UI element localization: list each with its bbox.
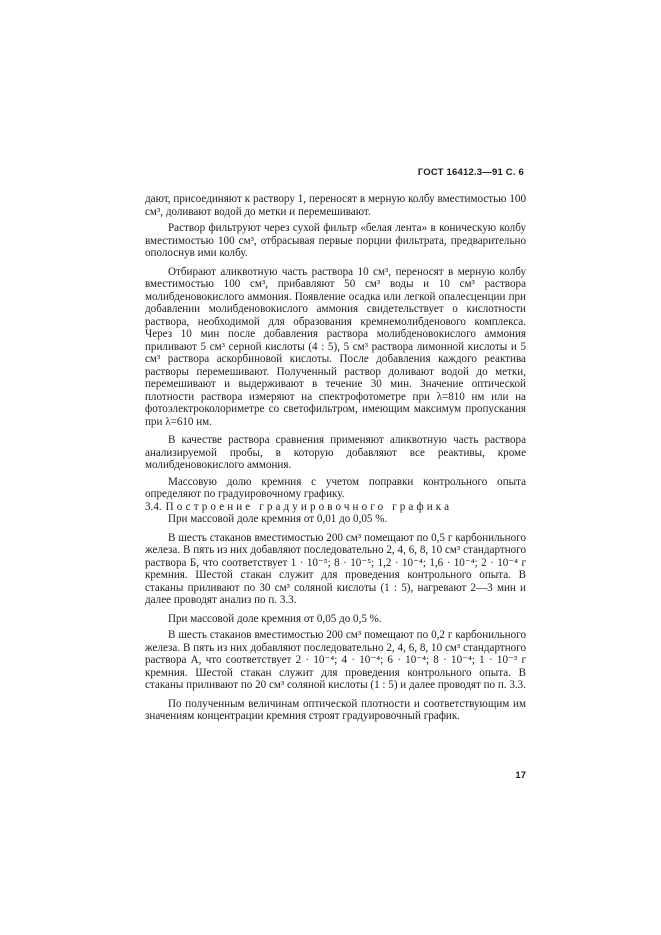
section-number: 3.4.: [145, 500, 162, 513]
paragraph-continuation: дают, присоединяют к раствору 1, переносят в мерную колбу вместимостью 100 см³, доливают водой до метки и перемешивают.: [145, 193, 526, 218]
paragraph-procedure-low: В шесть стаканов вместимостью 200 см³ помещают по 0,5 г карбонильного железа. В пять из них добавляют последовательно 2, 4, 6, 8, 10 см³ стандартного раствора Б, что соответствует 1 · 10⁻⁵; 8 · 10⁻⁵; 1,2 · 10⁻⁴; 1,6 · 10⁻⁴; 2 · 10⁻⁴ г кремния. Шестой стакан служит для проведения контрольного опыта. В стаканы приливают по 30 см³ соляной кислоты (1 : 5), нагревают 2—3 мин и далее проводят анализ по п. 3.3.: [145, 531, 526, 606]
running-head: ГОСТ 16412.3—91 С. 6: [417, 167, 524, 178]
paragraph-reference-solution: В качестве раствора сравнения применяют аликвотную часть раствора анализируемой пробы, в которую добавляют все реактивы, кроме молибденовокислого аммония.: [145, 434, 526, 471]
section-title: Построение градуировочного графика: [165, 500, 453, 513]
paragraph-procedure-high: В шесть стаканов вместимостью 200 см³ помещают по 0,2 г карбонильного железа. В пять из них добавляют последовательно 2, 4, 6, 8, 10 см³ стандартного раствора А, что соответствует 2 · 10⁻⁴; 4 · 10⁻⁴; 6 · 10⁻⁴; 8 · 10⁻⁴; 1 · 10⁻³ г кремния. Шестой стакан служит для проведения контрольного опыта. В стаканы приливают по 20 см³ соляной кислоты (1 : 5) и далее проводят по п. 3.3.: [145, 629, 526, 691]
body-text: [145, 193, 526, 723]
section-heading: [145, 501, 526, 514]
page-number: 17: [515, 770, 526, 781]
paragraph-calibration-graph: По полученным величинам оптической плотности и соответствующим им значениям концентрации кремния строят градуировочный график.: [145, 697, 526, 722]
paragraph-filtration: Раствор фильтруют через сухой фильтр «белая лента» в коническую колбу вместимостью 100 см³, отбрасывая первые порции фильтрата, предварительно ополоснув ими колбу.: [145, 222, 526, 259]
paragraph-range-high: При массовой доле кремния от 0,05 до 0,5 %.: [168, 612, 382, 625]
paragraph-aliquot: Отбирают аликвотную часть раствора 10 см³, переносят в мерную колбу вместимостью 100 см³, прибавляют 50 см³ воды и 10 см³ раствора молибденовокислого аммония. Появление осадка или легкой опалесценции при добавлении молибденовокислого аммония свидетельствует о кислотности раствора, необходимой для образования кремнемолибденового комплекса. Через 10 мин после добавления раствора молибденовокислого аммония приливают 5 см³ серной кислоты (4 : 5), 5 см³ раствора лимонной кислоты и 5 см³ раствора аскорбиновой кислоты. После добавления каждого реактива растворы перемешивают. Полученный раствор доливают водой до метки, перемешивают и выдерживают в течение 30 мин. Значение оптической плотности раствора измеряют на спектрофотометре при λ=810 нм или на фотоэлектроколориметре со светофильтром, имеющим максимум пропускания при λ=610 нм.: [145, 265, 526, 428]
paragraph-range-low: При массовой доле кремния от 0,01 до 0,05 %.: [168, 513, 388, 525]
paragraph-mass-fraction: Массовую долю кремния с учетом поправки контрольного опыта определяют по градуировочному графику.: [145, 475, 526, 500]
